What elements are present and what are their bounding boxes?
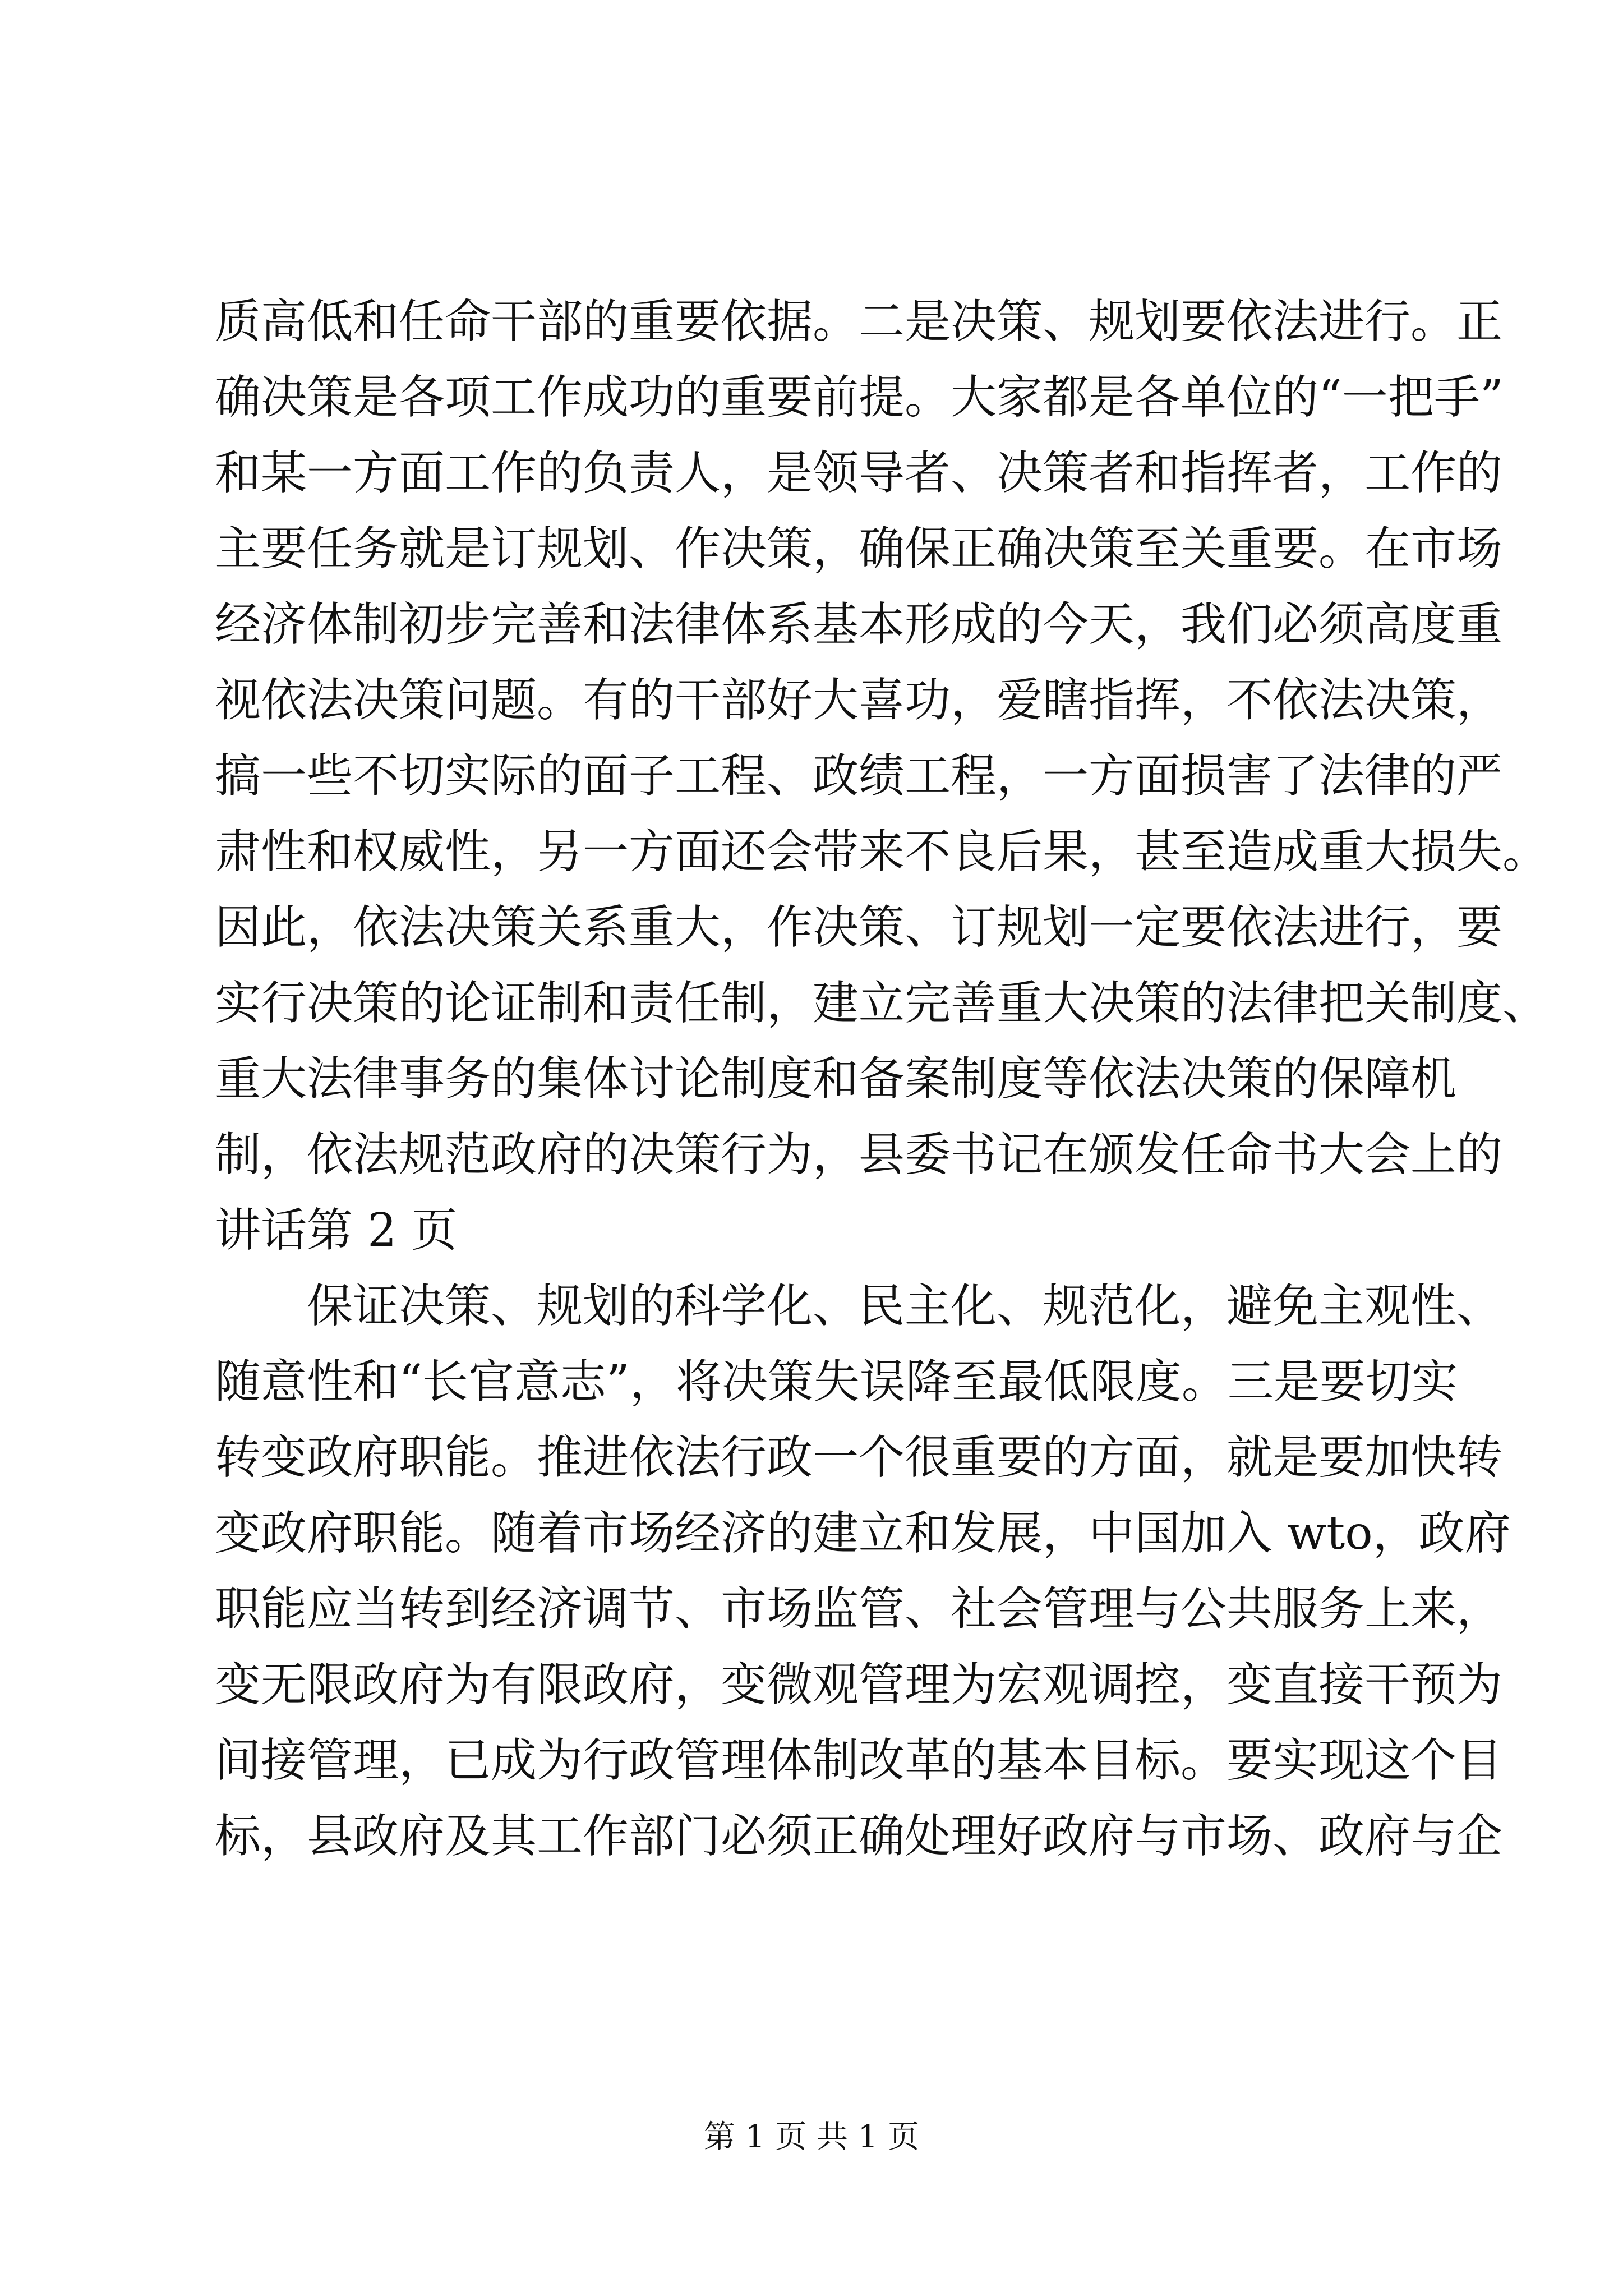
text-line: 重大法律事务的集体讨论制度和备案制度等依法决策的保障机 xyxy=(215,1052,1457,1106)
text-line: 职能应当转到经济调节、市场监管、社会管理与公共服务上来， xyxy=(215,1582,1503,1636)
text-line: 因此，依法决策关系重大，作决策、订规划一定要依法进行，要 xyxy=(215,901,1503,954)
text-line: 确决策是各项工作成功的重要前提。大家都是各单位的“一把手” xyxy=(215,371,1504,424)
text-line: 肃性和权威性，另一方面还会带来不良后果，甚至造成重大损失。 xyxy=(215,825,1549,878)
text-line: 和某一方面工作的负责人，是领导者、决策者和指挥者，工作的 xyxy=(215,447,1503,500)
text-line: 讲话第 2 页 xyxy=(215,1204,458,1257)
text-line-paragraph-start: 保证决策、规划的科学化、民主化、规范化，避免主观性、 xyxy=(307,1280,1503,1333)
text-line: 实行决策的论证制和责任制，建立完善重大决策的法律把关制度、 xyxy=(215,977,1549,1030)
text-line: 经济体制初步完善和法律体系基本形成的今天，我们必须高度重 xyxy=(215,598,1503,651)
text-line: 变无限政府为有限政府，变微观管理为宏观调控，变直接干预为 xyxy=(215,1658,1503,1711)
text-line: 制，依法规范政府的决策行为，县委书记在颁发任命书大会上的 xyxy=(215,1128,1503,1181)
text-line: 随意性和“长官意志”，将决策失误降至最低限度。三是要切实 xyxy=(215,1355,1458,1409)
body-text xyxy=(215,284,1549,1874)
text-line: 搞一些不切实际的面子工程、政绩工程，一方面损害了法律的严 xyxy=(215,749,1503,803)
text-line: 变政府职能。随着市场经济的建立和发展，中国加入 wto，政府 xyxy=(215,1507,1511,1560)
text-line: 标，县政府及其工作部门必须正确处理好政府与市场、政府与企 xyxy=(215,1810,1503,1863)
text-line: 间接管理，已成为行政管理体制改革的基本目标。要实现这个目 xyxy=(215,1734,1503,1787)
text-line: 质高低和任命干部的重要依据。二是决策、规划要依法进行。正 xyxy=(215,295,1503,348)
text-line: 主要任务就是订规划、作决策，确保正确决策至关重要。在市场 xyxy=(215,522,1503,576)
text-line: 转变政府职能。推进依法行政一个很重要的方面，就是要加快转 xyxy=(215,1431,1503,1484)
page-footer: 第 1 页 共 1 页 xyxy=(703,2119,920,2155)
text-line: 视依法决策问题。有的干部好大喜功，爱瞎指挥，不依法决策， xyxy=(215,674,1503,727)
